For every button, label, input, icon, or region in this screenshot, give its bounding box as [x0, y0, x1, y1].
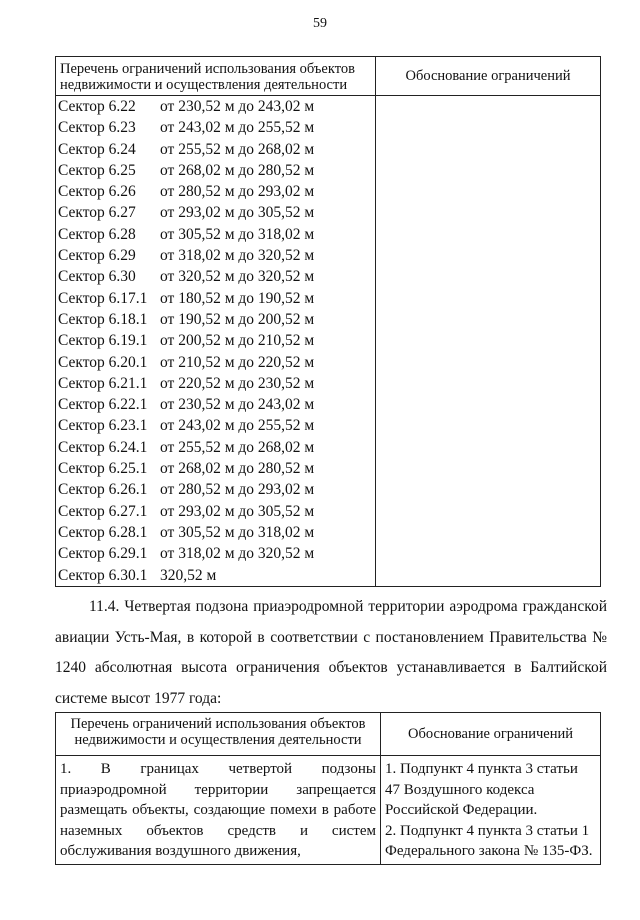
- header-justification: Обоснование ограничений: [381, 713, 601, 756]
- sector-name: Сектор 6.30: [58, 268, 136, 286]
- sector-height-range: от 190,52 м до 200,52 м: [160, 310, 315, 328]
- table-row: [56, 117, 375, 138]
- table-row: [56, 501, 375, 522]
- sector-name: Сектор 6.24: [58, 140, 136, 158]
- sector-name: Сектор 6.29: [58, 247, 136, 265]
- sector-height-range: от 268,02 м до 280,52 м: [160, 460, 315, 478]
- legal-basis: [381, 756, 601, 865]
- table-row: [56, 181, 375, 202]
- sector-height-range: от 305,52 м до 318,02 м: [160, 523, 315, 541]
- sector-height-range: 320,52 м: [160, 566, 217, 584]
- table-row: [56, 288, 375, 309]
- table-row: [56, 96, 375, 117]
- table-header-row: [56, 713, 601, 756]
- page-number: 59: [313, 16, 327, 31]
- sector-name: Сектор 6.23.1: [58, 417, 148, 435]
- table-row: [56, 245, 375, 266]
- table-row: [56, 394, 375, 415]
- table-body-row: [56, 96, 601, 587]
- restriction-text: 1. В границах четвертой подзоны приаэродромной территории запрещается размещать объекты, создающие помехи в работе наземных объектов средств и систем обслуживания воздушного движения,: [56, 756, 381, 865]
- sector-height-range: от 243,02 м до 255,52 м: [160, 119, 315, 137]
- sector-height-range: от 230,52 м до 243,02 м: [160, 98, 315, 115]
- sector-limits-table: [55, 56, 601, 587]
- sector-name: Сектор 6.26.1: [58, 481, 148, 499]
- sector-name: Сектор 6.25: [58, 161, 136, 179]
- legal-basis-item: 1. Подпункт 4 пункта 3 статьи 47 Воздушного кодекса Российской Федерации.: [385, 761, 578, 818]
- sector-height-range: от 180,52 м до 190,52 м: [160, 289, 315, 307]
- table-row: [56, 160, 375, 181]
- table-row: [56, 479, 375, 500]
- sector-height-range: от 255,52 м до 268,02 м: [160, 438, 315, 456]
- table-row: [56, 565, 375, 586]
- sector-name: Сектор 6.19.1: [58, 332, 148, 350]
- sector-name: Сектор 6.26: [58, 183, 136, 201]
- sector-height-range: от 268,02 м до 280,52 м: [160, 161, 315, 179]
- table-row: [56, 202, 375, 223]
- table-row: [56, 266, 375, 287]
- sector-name: Сектор 6.28: [58, 225, 136, 243]
- table-row: [56, 756, 601, 865]
- table-row: [56, 437, 375, 458]
- table-row: [56, 373, 375, 394]
- table-row: [56, 224, 375, 245]
- sector-name: Сектор 6.28.1: [58, 523, 148, 541]
- table-row: [56, 309, 375, 330]
- sector-height-range: от 320,52 м до 320,52 м: [160, 268, 315, 286]
- table-row: [56, 139, 375, 160]
- fourth-subzone-table: [55, 712, 601, 865]
- table-row: [56, 458, 375, 479]
- justification-cell-empty: [376, 96, 601, 587]
- sector-height-range: от 318,02 м до 320,52 м: [160, 545, 315, 563]
- sector-height-range: от 280,52 м до 293,02 м: [160, 481, 315, 499]
- table-row: [56, 543, 375, 564]
- table-row: [56, 352, 375, 373]
- sector-name: Сектор 6.21.1: [58, 374, 148, 392]
- table-row: [56, 330, 375, 351]
- table-header-row: [56, 57, 601, 96]
- sector-list-cell: [56, 96, 376, 587]
- sector-rows: [56, 96, 375, 586]
- sector-name: Сектор 6.27: [58, 204, 136, 222]
- sector-name: Сектор 6.29.1: [58, 545, 148, 563]
- sector-name: Сектор 6.23: [58, 119, 136, 137]
- sector-height-range: от 293,02 м до 305,52 м: [160, 502, 315, 520]
- sector-height-range: от 200,52 м до 210,52 м: [160, 332, 315, 350]
- table-row: [56, 415, 375, 436]
- sector-name: Сектор 6.25.1: [58, 460, 148, 478]
- header-restrictions-list: Перечень ограничений использования объектов недвижимости и осуществления деятельности: [56, 713, 381, 756]
- sector-height-range: от 220,52 м до 230,52 м: [160, 374, 315, 392]
- sector-height-range: от 243,02 м до 255,52 м: [160, 417, 315, 435]
- header-restrictions-list: Перечень ограничений использования объектов недвижимости и осуществления деятельности: [56, 57, 376, 96]
- sector-height-range: от 293,02 м до 305,52 м: [160, 204, 315, 222]
- sector-name: Сектор 6.27.1: [58, 502, 148, 520]
- sector-name: Сектор 6.22: [58, 98, 136, 115]
- sector-name: Сектор 6.18.1: [58, 310, 148, 328]
- sector-height-range: от 230,52 м до 243,02 м: [160, 396, 315, 414]
- table-row: [56, 522, 375, 543]
- sector-height-range: от 280,52 м до 293,02 м: [160, 183, 315, 201]
- sector-name: Сектор 6.24.1: [58, 438, 148, 456]
- sector-height-range: от 318,02 м до 320,52 м: [160, 247, 315, 265]
- sector-height-range: от 305,52 м до 318,02 м: [160, 225, 315, 243]
- sector-name: Сектор 6.17.1: [58, 289, 148, 307]
- header-justification: Обоснование ограничений: [376, 57, 601, 96]
- sector-name: Сектор 6.22.1: [58, 396, 148, 414]
- legal-basis-item: 2. Подпункт 4 пункта 3 статьи 1 Федерального закона № 135-ФЗ.: [385, 822, 593, 859]
- sector-height-range: от 255,52 м до 268,02 м: [160, 140, 315, 158]
- section-paragraph: 11.4. Четвертая подзона приаэродромной территории аэродрома гражданской авиации Усть-Мая, в которой в соответствии с постановлением Правительства № 1240 абсолютная высота ограничения объектов устанавливается в Балтийской системе высот 1977 года:: [55, 598, 607, 707]
- sector-name: Сектор 6.30.1: [58, 566, 148, 584]
- sector-name: Сектор 6.20.1: [58, 353, 148, 371]
- sector-height-range: от 210,52 м до 220,52 м: [160, 353, 315, 371]
